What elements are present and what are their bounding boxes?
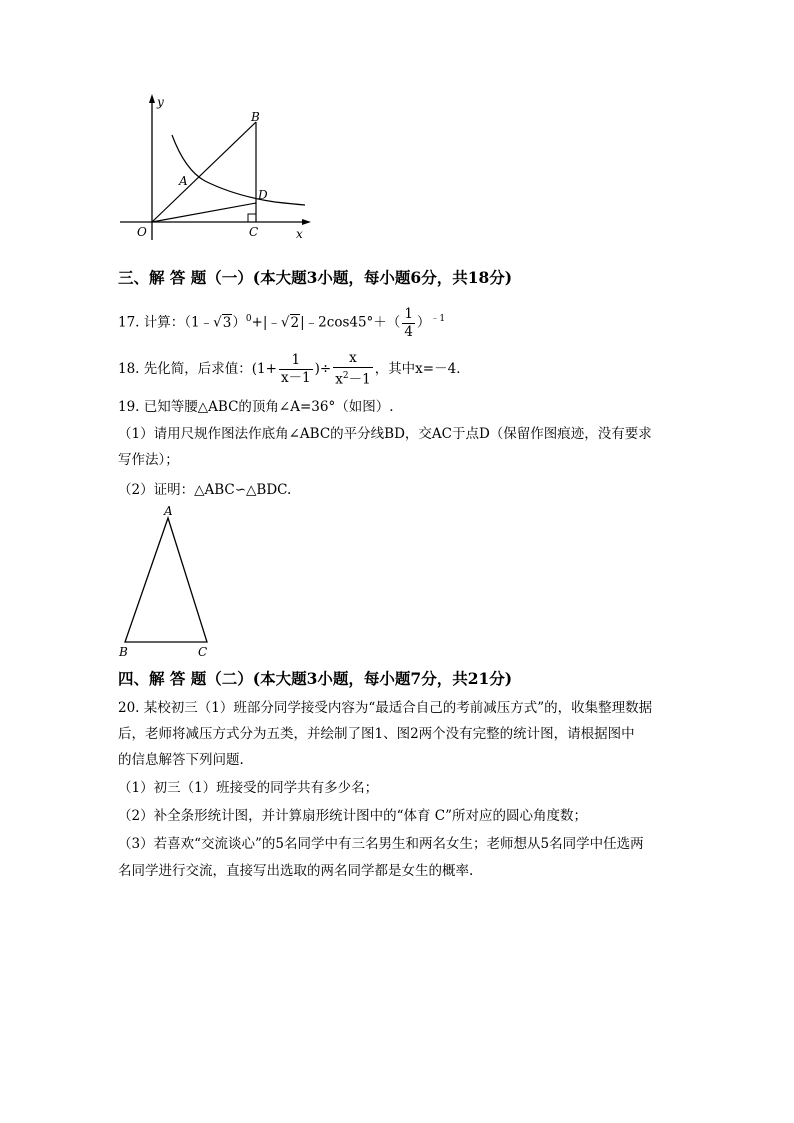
q17-frac-num: 1: [404, 305, 413, 322]
q17-sqrt-symbol: √: [213, 314, 222, 331]
q17-fraction: [402, 306, 415, 341]
label-y: y: [157, 95, 164, 109]
q18-f1-den: x－1: [280, 369, 311, 386]
q18-fraction-1: [279, 352, 313, 387]
label-base-b: B: [119, 645, 128, 659]
label-a: A: [179, 174, 188, 188]
question-18: [118, 350, 470, 389]
q17-exp-0: 0: [245, 314, 252, 324]
q18-f1-num: 1: [279, 352, 313, 370]
q17-frac-den: 4: [404, 323, 413, 340]
y-axis-arrow: [149, 94, 155, 103]
q18-fraction-2: [333, 350, 372, 389]
line-ob: [152, 122, 256, 222]
q20-sub-1: （1）初三（1）班接受的同学共有多少名；: [118, 780, 379, 796]
q17-prefix: 17. 计算：（1﹣: [118, 314, 214, 331]
label-o: O: [137, 225, 147, 239]
label-b: B: [251, 110, 260, 124]
label-d: D: [258, 188, 268, 202]
q17-mid1: +|﹣: [251, 314, 281, 331]
q20-line-3: 的信息解答下列问题.: [118, 752, 244, 768]
q17-close: ）: [416, 314, 431, 331]
q18-f2-den: [333, 368, 372, 389]
x-axis-arrow: [302, 219, 311, 225]
q18-f2-den-base: x: [335, 371, 343, 388]
q20-sub-2: （2）补全条形统计图，并计算扇形统计图中的“体育 C”所对应的圆心角度数；: [118, 808, 588, 824]
triangle-figure: [115, 502, 225, 660]
q18-f2-den-tail: －1: [348, 371, 371, 388]
question-17: [118, 302, 445, 341]
q20-sub-3a: （3）若喜欢“交流谈心”的5名同学中有三名男生和两名女生；老师想从5名同学中任选两: [118, 836, 644, 852]
label-x: x: [296, 227, 303, 241]
q17-mid2: |﹣2cos45°＋（: [300, 314, 401, 331]
q18-mid: )÷: [314, 360, 332, 377]
q17-sqrt-symbol-2: √: [280, 314, 290, 331]
q18-f2-den-exp: 2: [342, 371, 349, 381]
q20-sub-3b: 名同学进行交流，直接写出选取的两名同学都是女生的概率.: [118, 863, 474, 879]
q19-line-3: 写作法）；: [118, 452, 179, 468]
q18-suffix: ，其中x=－4．: [374, 360, 470, 377]
q18-prefix: 18. 先化简，后求值：(1+: [118, 360, 277, 377]
label-apex-a: A: [164, 504, 173, 518]
q17-exp-neg1: ﹣1: [430, 314, 446, 324]
q17-radicand-2: 2: [290, 314, 300, 331]
hyperbola-curve: [172, 135, 305, 205]
section-4-heading: 四、解 答 题（二）(本大题3小题，每小题7分，共21分): [118, 669, 513, 688]
q19-line-2: （1）请用尺规作图法作底角∠ABC的平分线BD，交AC于点D（保留作图痕迹，没有要求: [118, 426, 652, 442]
label-c: C: [249, 225, 259, 239]
coordinate-figure: [115, 90, 315, 245]
q19-line-1: 19. 已知等腰△ABC的顶角∠A=36°（如图）.: [118, 399, 394, 415]
q17-radicand-3: 3: [222, 314, 232, 331]
q19-line-4: （2）证明：△ABC∽△BDC.: [118, 482, 292, 498]
label-base-c: C: [198, 645, 208, 659]
q18-f2-num: x: [333, 350, 372, 368]
q17-after-r3: ）: [232, 314, 246, 331]
right-angle-mark: [248, 214, 256, 222]
q20-line-1: 20. 某校初三（1）班部分同学接受内容为“最适合自己的考前减压方式”的，收集整理数据: [118, 700, 653, 716]
q20-line-2: 后，老师将减压方式分为五类，并绘制了图1、图2两个没有完整的统计图，请根据图中: [118, 726, 635, 742]
section-3-heading: 三、解 答 题（一）(本大题3小题，每小题6分，共18分): [118, 268, 513, 287]
triangle-abc: [125, 518, 207, 642]
line-od: [152, 203, 256, 222]
